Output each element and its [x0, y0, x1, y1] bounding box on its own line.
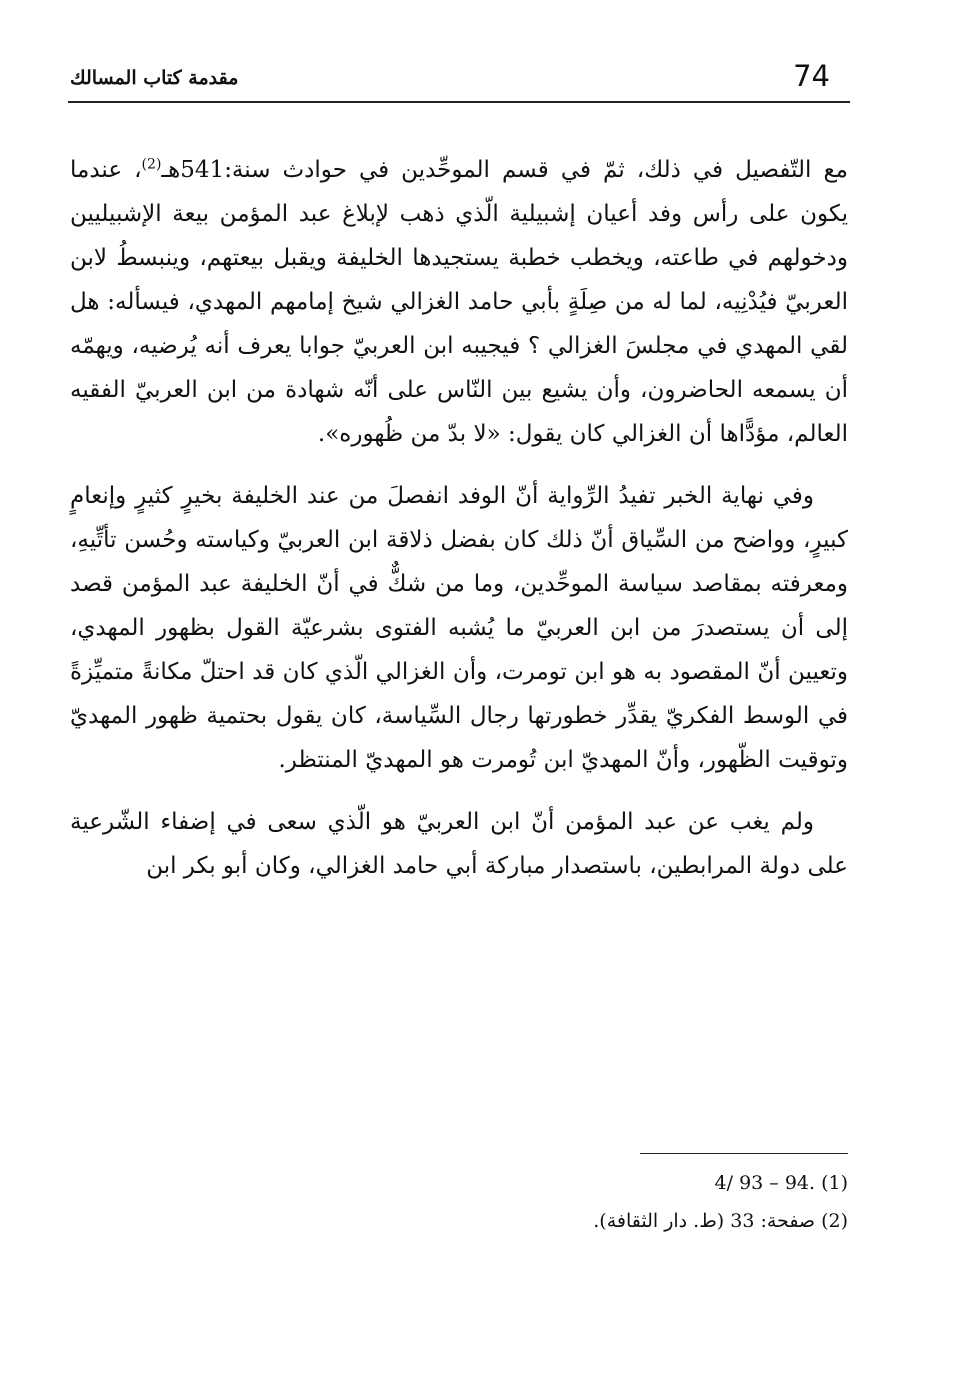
paragraph-1	[70, 148, 848, 456]
main-text	[70, 148, 848, 906]
footnote-1	[70, 1164, 848, 1202]
footnote-1-text: 4/ 93 – 94.	[714, 1172, 816, 1194]
running-title: مقدمة كتاب المسالك	[70, 67, 239, 89]
footnote-2-text: صفحة: 33 (ط. دار الثقافة).	[593, 1210, 816, 1232]
page-number: 74	[793, 59, 830, 93]
footnote-1-number: (1)	[821, 1172, 848, 1194]
paragraph-1-text-rest: ، عندما يكون على رأس وفد أعيان إشبيلية الّذي ذهب لإبلاغ عبد المؤمن بيعة الإشبيليين ودخولهم في طاعته، ويخطب خطبة يستجيدها الخليفة ويقبل بيعتهم، وينبسطُ لابن العربيّ فيُدْنِيه، لما له من صِلَةٍ بأبي حامد الغزالي شيخ إمامهم المهدي، فيسأله: هل لقي المهدي في مجلسَ الغزالي ؟ فيجيبه ابن العربيّ جوابا يعرف أنه يُرضيه، ويهمّه أن يسمعه الحاضرون، وأن يشيع بين النّاس على أنّه شهادة من ابن العربيّ الفقيه العالم، مؤدًّاها أن الغزالي كان يقول: «لا بدّ من ظُهوره».	[70, 157, 848, 447]
header-rule	[68, 101, 850, 103]
footnotes	[70, 1164, 848, 1240]
footnote-rule	[640, 1153, 848, 1154]
paragraph-3: ولم يغب عن عبد المؤمن أنّ ابن العربيّ هو الّذي سعى في إضفاء الشّرعية على دولة المرابطين، باستصدار مباركة أبي حامد الغزالي، وكان أبو بكر ابن	[70, 809, 848, 879]
footnote-2	[70, 1202, 848, 1240]
footnote-ref-2: (2)	[141, 156, 162, 173]
footnote-2-number: (2)	[821, 1210, 848, 1232]
page-header	[68, 52, 850, 102]
paragraph-1-text-start: مع التّفصيل في ذلك، ثمّ في قسم الموحِّدين في حوادث سنة:541هـ	[161, 157, 848, 183]
paragraph-2: وفي نهاية الخبر تفيدُ الرِّواية أنّ الوفد انفصلَ من عند الخليفة بخيرٍ كثيرٍ وإنعامٍ كبيرٍ، وواضح من السِّياق أنّ ذلك كان بفضل ذلاقة ابن العربيّ وكياسته وحُسن تأتِّيهِ، ومعرفته بمقاصد سياسة الموحِّدين، وما من شكٌّ في أنّ الخليفة عبد المؤمن قصد إلى أن يستصدرَ من ابن العربيّ ما يُشبه الفتوى بشرعيّة القول بظهور المهدي، وتعيين أنّ المقصود به هو ابن تومرت، وأن الغزالي الّذي كان قد احتلّ مكانةً متميِّزةً في الوسط الفكريّ يقدِّر خطورتها رجال السِّياسة، كان يقول بحتمية ظهور المهديّ وتوقيت الظّهور، وأنّ المهديّ ابن تُومرت هو المهديّ المنتظر.	[70, 483, 848, 773]
